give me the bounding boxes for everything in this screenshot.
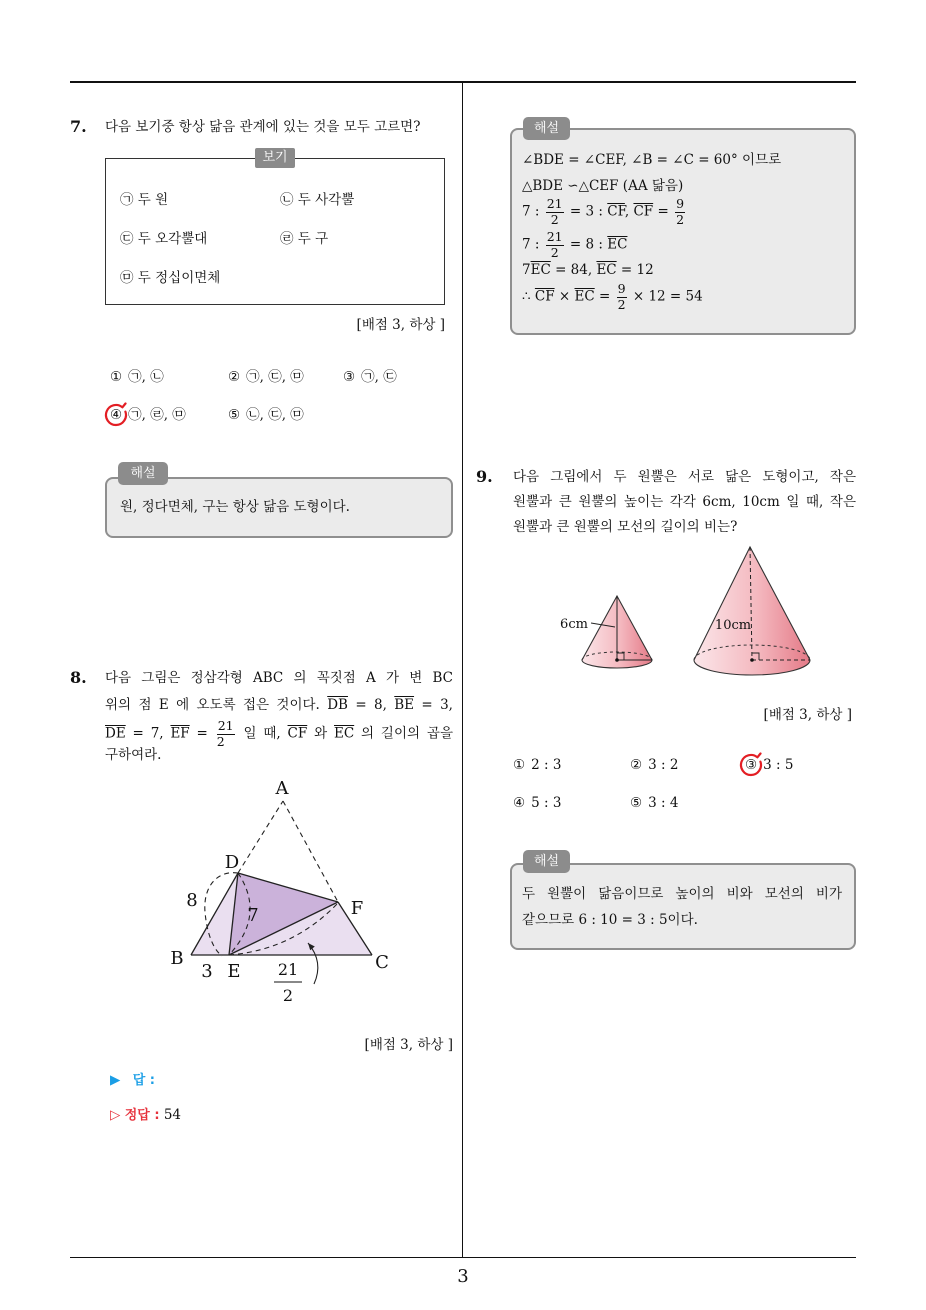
explanation-line xyxy=(522,885,842,903)
text-segment: 다음 그림에서 두 원뿔은 서로 닮은 도형이고, 작은 xyxy=(513,469,856,485)
segment-overline: $\overline{CF}$ xyxy=(633,203,654,220)
length-label-ef-denominator: 2 xyxy=(282,986,294,1005)
text-segment: = 84, xyxy=(550,262,597,278)
fraction-denominator: 2 xyxy=(676,211,685,227)
explanation-line xyxy=(522,283,703,311)
choice-number: ④ xyxy=(110,407,123,423)
score-label: [배점 3, 하상 ] xyxy=(763,707,852,723)
small-cone-height-label: 6cm xyxy=(560,617,588,632)
text-segment: 구하여라. xyxy=(105,747,162,763)
length-label-de: 7 xyxy=(247,905,259,926)
segment-overline: $\overline{EC}$ xyxy=(574,288,595,305)
explanation-line xyxy=(522,231,627,259)
length-label-be: 3 xyxy=(201,961,213,982)
bogi-text: 두 사각뿔 xyxy=(297,192,355,208)
question-prompt-line xyxy=(105,746,161,764)
bogi-item xyxy=(280,230,328,248)
choice-number: ① xyxy=(110,369,123,385)
choice-text: ㉠, ㉣, ㉤ xyxy=(128,407,186,423)
explanation-line xyxy=(522,911,698,929)
segment-overline: $\overline{BE}$ xyxy=(394,697,415,713)
fraction xyxy=(217,720,235,748)
answer-mark-icon xyxy=(104,402,130,428)
bogi-text: 두 원 xyxy=(137,192,169,208)
original-edge-af xyxy=(283,801,338,902)
vertex-label-a: A xyxy=(275,778,289,799)
choice-5[interactable] xyxy=(228,406,304,424)
choice-text: 3 : 2 xyxy=(648,757,679,773)
explanation-line xyxy=(522,198,687,226)
text-segment: = 7, xyxy=(125,725,171,742)
fraction-numerator: 21 xyxy=(546,229,563,244)
choice-1[interactable] xyxy=(513,756,561,774)
segment-overline: $\overline{CF}$ xyxy=(607,203,625,220)
correct-arrow-icon: ▷ xyxy=(110,1107,121,1123)
bogi-text: 두 오각뿔대 xyxy=(137,231,208,247)
bogi-item xyxy=(120,269,220,287)
correct-answer-label: 정답 : xyxy=(124,1108,160,1123)
text-segment: 원뿔과 큰 원뿔의 모선의 길이의 비는? xyxy=(513,519,738,535)
question-prompt-line xyxy=(105,720,453,748)
choice-number: ③ xyxy=(745,757,758,773)
explanation-label: 해설 xyxy=(523,117,570,140)
choice-number: ⑤ xyxy=(630,795,643,811)
segment-overline: $\overline{DB}$ xyxy=(327,697,348,713)
choice-text: ㉠, ㉡ xyxy=(128,369,164,385)
text-segment: = xyxy=(189,725,215,742)
fraction xyxy=(546,198,564,226)
fraction-numerator: 9 xyxy=(676,196,685,211)
choice-3[interactable] xyxy=(343,368,397,386)
answer-mark-icon xyxy=(739,752,765,778)
original-edge-da xyxy=(238,801,283,873)
score-label: [배점 3, 하상 ] xyxy=(364,1037,453,1053)
text-segment: △BDE ∽△CEF (AA 닮음) xyxy=(522,178,684,194)
text-segment: 7 : xyxy=(522,203,544,220)
question-prompt-line xyxy=(513,468,856,486)
question-prompt-line xyxy=(105,696,453,714)
fraction-denominator: 2 xyxy=(216,733,225,749)
text-segment: = 8 : xyxy=(565,236,608,253)
segment-overline: $\overline{EC}$ xyxy=(607,236,628,253)
choice-3[interactable] xyxy=(745,756,793,774)
fraction-denominator: 2 xyxy=(550,211,559,227)
choice-text: 2 : 3 xyxy=(531,757,562,773)
folded-triangle-figure xyxy=(165,775,395,1010)
text-segment: 두 원뿔이 닮음이므로 높이의 비와 모선의 비가 xyxy=(522,886,842,902)
text-segment: 일 때, xyxy=(236,725,288,742)
similar-cones-figure xyxy=(545,535,825,680)
correct-answer xyxy=(110,1106,181,1125)
choice-text: ㉡, ㉢, ㉤ xyxy=(246,407,304,423)
text-segment: × xyxy=(554,288,575,305)
segment-overline: $\overline{CF}$ xyxy=(534,288,555,305)
bogi-item xyxy=(120,230,207,248)
bogi-mark: ㉣ xyxy=(280,231,294,247)
bogi-label: 보기 xyxy=(255,148,295,168)
bogi-mark: ㉢ xyxy=(120,231,134,247)
bogi-mark: ㉤ xyxy=(120,270,134,286)
choice-number: ② xyxy=(228,369,241,385)
answer-arrow-icon: ▶ xyxy=(110,1072,121,1088)
page-number: 3 xyxy=(457,1266,469,1287)
segment-overline: $\overline{EC}$ xyxy=(334,725,355,742)
text-segment: = xyxy=(594,288,615,305)
bogi-item xyxy=(280,191,354,209)
question-number: 9. xyxy=(476,467,493,486)
explanation-line xyxy=(522,151,781,169)
bogi-mark: ㉠ xyxy=(120,192,134,208)
choice-1[interactable] xyxy=(110,368,164,386)
vertex-label-d: D xyxy=(224,852,240,873)
choice-text: 5 : 3 xyxy=(531,795,562,811)
choice-5[interactable] xyxy=(630,794,678,812)
fraction-numerator: 21 xyxy=(217,718,234,733)
text-segment: 같으므로 6 : 10 = 3 : 5이다. xyxy=(522,912,698,928)
header-rule xyxy=(70,81,856,83)
text-segment: 원, 정다면체, 구는 항상 닮음 도형이다. xyxy=(120,499,350,515)
answer-field[interactable] xyxy=(110,1071,155,1090)
vertex-label-e: E xyxy=(227,961,241,982)
choice-text: 3 : 5 xyxy=(763,757,794,773)
question-number: 7. xyxy=(70,117,87,136)
segment-overline: $\overline{EC}$ xyxy=(596,262,617,278)
text-segment: = xyxy=(653,203,674,220)
choice-4[interactable] xyxy=(513,794,561,812)
large-cone-height-label: 10cm xyxy=(714,618,752,633)
fraction-numerator: 9 xyxy=(617,281,626,296)
fraction-denominator: 2 xyxy=(550,244,559,260)
fraction-numerator: 21 xyxy=(546,196,563,211)
answer-label: 답 : xyxy=(132,1073,155,1088)
bogi-item xyxy=(120,191,168,209)
choice-number: ② xyxy=(630,757,643,773)
vertex-label-c: C xyxy=(375,952,389,973)
choice-number: ③ xyxy=(343,369,356,385)
bogi-text: 두 정십이면체 xyxy=(137,270,221,286)
question-prompt-line xyxy=(105,669,453,687)
question-prompt: 다음 보기중 항상 닮음 관계에 있는 것을 모두 고르면? xyxy=(105,119,421,135)
fraction-denominator: 2 xyxy=(617,296,626,312)
explanation-line xyxy=(120,498,350,516)
segment-overline: $\overline{EC}$ xyxy=(530,262,551,278)
choice-text: 3 : 4 xyxy=(648,795,679,811)
explanation-line xyxy=(522,177,683,195)
vertex-label-b: B xyxy=(170,948,184,969)
small-cone-center xyxy=(615,658,619,662)
explanation-panel xyxy=(510,863,856,950)
length-label-ef-numerator: 21 xyxy=(277,960,299,979)
explanation-line xyxy=(522,261,654,279)
segment-overline: $\overline{EF}$ xyxy=(170,725,190,742)
text-segment: , xyxy=(624,203,634,220)
choice-2[interactable] xyxy=(630,756,678,774)
fraction xyxy=(675,198,685,226)
text-segment: 의 길이의 곱을 xyxy=(354,725,453,742)
text-segment: ∠BDE = ∠CEF, ∠B = ∠C = 60° 이므로 xyxy=(522,152,782,168)
fraction xyxy=(617,283,627,311)
text-segment: = 12 xyxy=(616,262,654,278)
choice-2[interactable] xyxy=(228,368,304,386)
choice-number: ① xyxy=(513,757,526,773)
question-prompt-line xyxy=(513,493,856,511)
text-segment: × 12 = 54 xyxy=(628,288,703,305)
text-segment: = 3 : xyxy=(565,203,608,220)
explanation-label: 해설 xyxy=(118,462,168,485)
text-segment: 7 : xyxy=(522,236,544,253)
choice-number: ④ xyxy=(513,795,526,811)
correct-answer-value: 54 xyxy=(163,1107,182,1123)
choice-text: ㉠, ㉢ xyxy=(361,369,397,385)
text-segment: 위의 점 E 에 오도록 접은 것이다. xyxy=(105,697,328,713)
segment-overline: $\overline{CF}$ xyxy=(287,725,308,742)
question-number: 8. xyxy=(70,668,87,687)
text-segment: 와 xyxy=(307,725,334,742)
choice-text: ㉠, ㉢, ㉤ xyxy=(246,369,304,385)
explanation-label: 해설 xyxy=(523,850,570,873)
length-label-db: 8 xyxy=(186,890,198,911)
question-prompt-line xyxy=(513,518,737,536)
large-cone-center xyxy=(750,658,754,662)
choice-4[interactable] xyxy=(110,406,186,424)
choice-number: ⑤ xyxy=(228,407,241,423)
bogi-text: 두 구 xyxy=(297,231,329,247)
footer-rule xyxy=(70,1257,856,1258)
score-label: [배점 3, 하상 ] xyxy=(356,317,445,333)
text-segment: 7 xyxy=(522,262,531,278)
text-segment: 다음 그림은 정삼각형 ABC 의 꼭짓점 A 가 변 BC xyxy=(105,670,453,686)
column-divider xyxy=(462,82,463,1258)
bogi-mark: ㉡ xyxy=(280,192,294,208)
text-segment: = 8, xyxy=(347,697,395,713)
vertex-label-f: F xyxy=(350,898,364,919)
text-segment: ∴ xyxy=(522,288,535,305)
text-segment: = 3, xyxy=(414,697,453,713)
segment-overline: $\overline{DE}$ xyxy=(105,725,126,742)
fraction xyxy=(546,231,564,259)
text-segment: 원뿔과 큰 원뿔의 높이는 각각 6cm, 10cm 일 때, 작은 xyxy=(513,494,856,510)
